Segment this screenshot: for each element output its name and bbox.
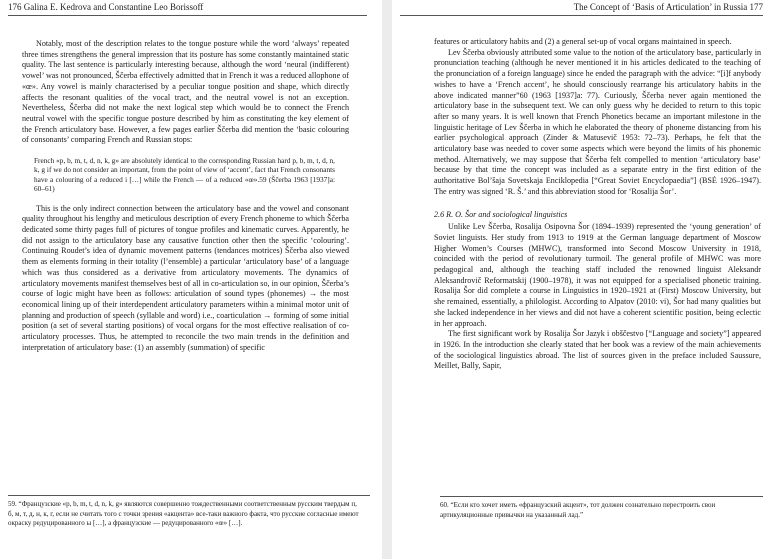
- left-footnote: 59. “Французские «p, b, m, t, d, n, k, g» являются совершенно тождественными соответственным русским твердым п, б, м, т, д, н, к, г, если не считать того с точки зрения «акцента» все-таки важного факта, что русские согласные имеют окраску редуцированного ы […], а французские — редуцированного «œ» […].: [8, 500, 359, 528]
- right-body-text: [434, 37, 761, 372]
- right-running-header: The Concept of ‘Basis of Articulation’ in Russia 177: [573, 2, 763, 12]
- right-paragraph-2: Lev Ščerba obviously attributed some value to the notion of the articulatory base, particularly in pronunciation teaching (although he never mentioned it in his articles dedicated to the teaching of the pronunciation of a foreign language) since he ended the paragraph with the advice: “[i]f anybody wishes to have a ‘French accent’, he should consciously rearrange his articulatory habits in the above indicated manner”60 (1963 [1937]a: 77). Curiously, Ščerba never again mentioned the articulatory base in the subsequent text. We can only guess why he decided to return to this topic after so many years. It is well known that French Phonetics became an important milestone in the linguistic heritage of Lev Ščerba in which he elaborated the theory of phoneme distancing from his earlier psychological approach (Zinder & Matusevič 1953: 72–73). Perhaps, he felt that the articulatory base was needed to cover some aspects which were beyond the limits of his phonemic method. Alternatively, we may suppose that Ščerba felt compelled to mention ‘articulatory base’ because by that time the concept was included as a separate entry in the first edition of the authoritative Bol’šaja Sovetskaja Enciklopedia [“Great Soviet Encyclopaedia”] (BSĖ 1926–1947). The entry was signed ‘R. Š.’ and this abbreviation stood for ‘Rosalija Šor’.: [434, 47, 761, 196]
- right-footnote-rule: [440, 496, 763, 497]
- left-paragraph-1: Notably, most of the description relates to the tongue posture while the word ‘always’ repeated three times strengthens the general impression that its posture has some constantly maintained static quality. The last sentence is particularly interesting because, although the word ‘neural (indifferent) vowel’ was not pronounced, Ščerba effectively admitted that in French it was a reduced allophone of «œ». Any vowel is mainly characterised by a peculiar tongue position and shape, which directly affects the resonant qualities of the vocal tract, and the neutral vowel is not an exception. Nevertheless, Ščerba did not make the next logical step which would be to connect the French neutral vowel with the specific tongue posture described by him as constituting the key element of the French articulatory base. However, a few pages earlier Ščerba did mention the ‘basic colouring of consonants’ comparing French and Russian stops:: [22, 39, 349, 145]
- right-paragraph-3: Unlike Lev Ščerba, Rosalija Osipovna Šor (1894–1939) represented the ‘young generation’ of Soviet linguists. Her study from 1913 to 1919 at the German language department of Moscow Higher Women’s Courses (MHWC), transformed into Second Moscow University in 1918, coincided with the period of revolutionary turmoil. The general profile of MHWC was more pedagogical and, although the teaching staff included the renowned linguist Aleksandr Aleksandrovič Reformatskij (1900–1978), it was not equipped for a specialised phonetic training. Rosalija Šor did complete a course in Linguistics in 1920–1921 at (First) Moscow University, but she remained, essentially, a philologist. According to Alpatov (2010: vi), Šor had many qualities but she lacked independence in her views and did not have a coherent scientific position, being eclectic in her approach.: [434, 222, 761, 328]
- left-body-text: [22, 39, 349, 354]
- left-header-rule: [8, 15, 367, 16]
- book-gutter: [382, 0, 392, 559]
- right-header-rule: [400, 15, 763, 16]
- right-footnote: 60. “Если кто хочет иметь «французский акцент», тот должен сознательно перестроить свои артикуляционные привычки на указанный лад.”: [440, 501, 716, 519]
- section-spacer: [434, 198, 761, 210]
- section-heading: 2.6 R. O. Šor and sociological linguistics: [434, 209, 568, 219]
- left-block-quote: French «p, b, m, t, d, n, k, g» are absolutely identical to the corresponding Russian hard p, b, m, t, d, n, k, g if we do not consider an important, from the point of view of ‘accent’, fact that French consonants have a colouring of a reduced i […] while the French — of a reduced «œ».59 (Ščerba 1963 [1937]a: 60–61): [34, 156, 335, 194]
- left-footnote-rule: [8, 495, 370, 496]
- right-page: [396, 0, 771, 559]
- left-page: [0, 0, 375, 559]
- left-running-header: 176 Galina E. Kedrova and Constantine Leo Borissoff: [8, 2, 204, 12]
- right-paragraph-1: features or articulatory habits and (2) a general set-up of vocal organs maintained in speech.: [434, 37, 732, 46]
- right-paragraph-4: The first significant work by Rosalija Šor Jazyk i obščestvo [“Language and society”] appeared in 1926. In the introduction she clearly stated that her book was a review of the main achievements of the sociological linguistics abroad. The list of sources given in the preface included Saussure, Meillet, Bally, Sapir,: [434, 329, 761, 371]
- left-paragraph-2: This is the only indirect connection between the articulatory base and the vowel and consonant quality throughout his lengthy and meticulous description of every French phoneme to which Ščerba dedicated some thirty pages full of pictures of tongue profiles and kinematic curves. Apparently, he did not assign to the articulatory base any causative function other then the specific ‘colouring’. Continuing Roudet’s idea of dynamic movement patterns (tendances motrices) Ščerba also viewed them as elements forming in their totality (l’ensemble) a particular ‘articulatory base’ of a language which was thus considered as a derivative from articulatory movements. The dynamics of articulatory movements manifest themselves best of all in co-articulation so, in our opinion, Ščerba’s course of logic might have been as follows: articulation of sound types (phonemes) → the most economical lining up of their interdependent articulatory parameters within a minimal motor unit of planning and production of speech (syllable and word) i.e., coarticulation → forming of some initial position (a set of several starting positions) of vocal organs for the most effective realisation of co-articulatory processes. Thus, he attempted to reconcile the two main trends in the definition and interpretation of articulatory base: (1) an assembly (summation) of specific: [22, 203, 349, 352]
